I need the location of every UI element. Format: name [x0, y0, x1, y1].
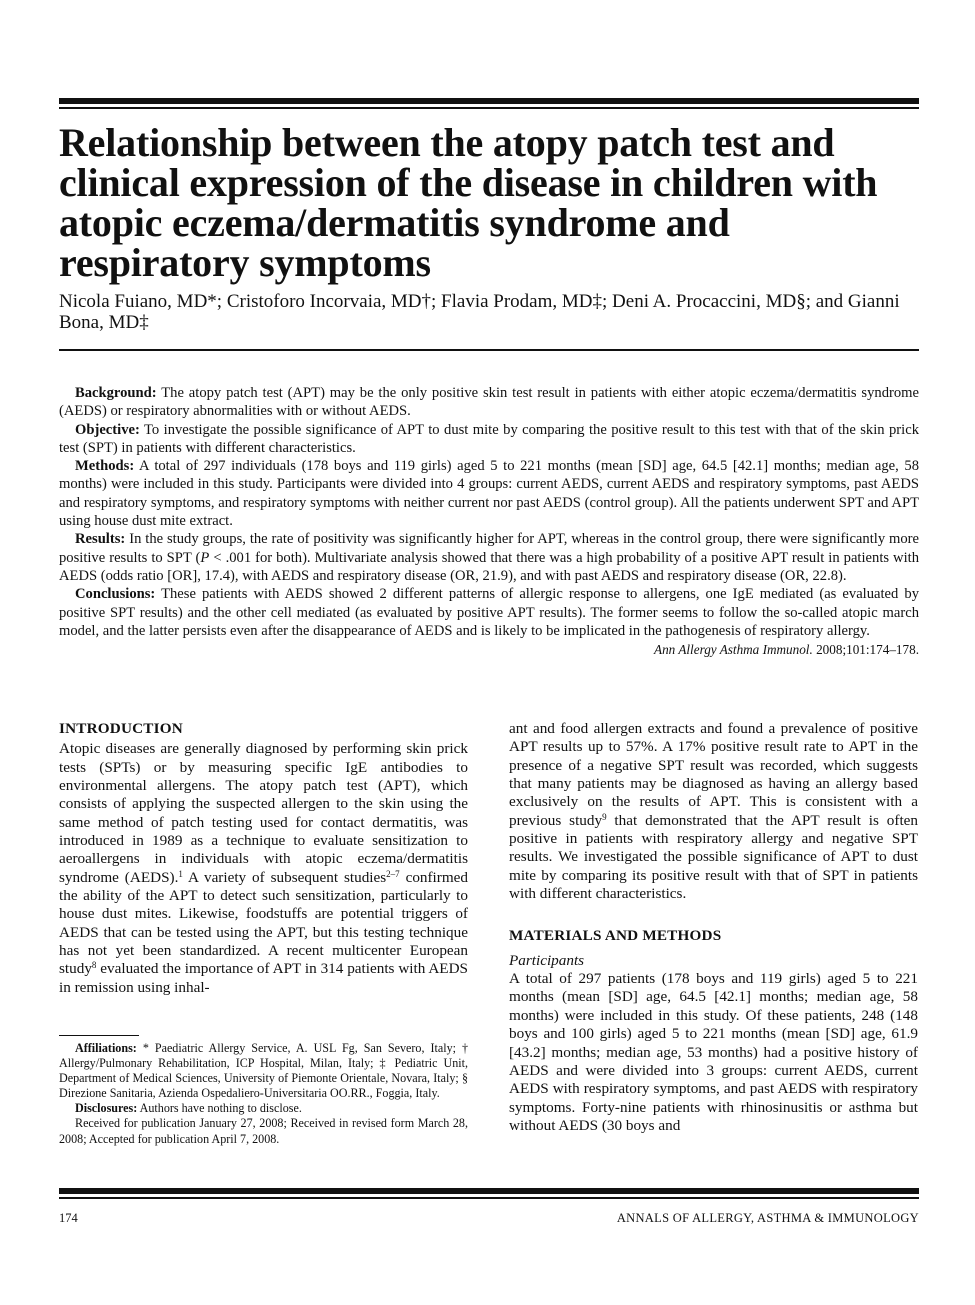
abstract-objective-label: Objective:	[75, 421, 140, 438]
intro-text-d-left: evaluated the importance of APT in 314 patients with AEDS in remission using inhal-	[59, 960, 468, 996]
footnotes	[59, 1041, 468, 1147]
article-title: Relationship between the atopy patch test and clinical expression of the disease in children with atopic eczema/dermatitis syndrome and respiratory symptoms	[59, 120, 878, 285]
header-rule-thick	[59, 98, 919, 104]
citation-journal: Ann Allergy Asthma Immunol.	[654, 642, 813, 658]
abstract-results-text-a: In the study groups, the rate of positivity was significantly higher for APT, whereas in the control group, there were significantly more positive results to SPT (	[59, 531, 920, 566]
disclosures	[59, 1101, 468, 1116]
affiliations-label: Affiliations:	[75, 1041, 137, 1055]
intro-text-a: Atopic diseases are generally diagnosed by performing skin prick tests (SPTs) or by measuring specific IgE antibodies to environmental allergens. The atopy patch test (APT), which consists of applying the suspected allergen to the skin using the same method of patch testing used for contact dermatitis, was introduced in 1989 as a technique to evaluate sensitization to aeroallergens in individuals with atopic eczema/dermatitis syndrome (AEDS).	[59, 740, 468, 886]
introduction-heading: INTRODUCTION	[59, 720, 183, 737]
intro-text-c: confirmed the ability of the APT to detect such sensitization, particularly to house dust mites. Likewise, foodstuffs are potential triggers of AEDS that can be tested using the APT, but this testing technique has not yet been standardized. A recent multicenter European study	[59, 868, 468, 978]
abstract-methods	[59, 457, 919, 530]
footer-rule-thin	[59, 1197, 919, 1199]
header-rule-thin	[59, 107, 919, 109]
disclosures-label: Disclosures:	[75, 1101, 138, 1116]
left-column	[59, 720, 468, 997]
abstract-objective	[59, 421, 919, 458]
abstract-conclusions-text: These patients with AEDS showed 2 different patterns of allergic response to allergens, one IgE mediated (as evaluated by positive SPT results) and the other cell mediated (as evaluated by positive APT results). The former seems to follow the so-called atopic march model, and the latter persists even after the disappearance of AEDS and is likely to be implicated in the pathogenesis of respiratory allergy.	[59, 586, 919, 639]
abstract-results-p: P	[200, 549, 210, 566]
abstract-conclusions	[59, 585, 919, 640]
ref-1: 1	[178, 868, 183, 879]
abstract-results	[59, 530, 919, 585]
abstract-objective-text: To investigate the possible significance of APT to dust mite by comparing the positive result to this test with that of the skin prick test (SPT) in patients with different characteristics.	[59, 421, 919, 456]
intro-text-e: that demonstrated that the APT result is often positive in patients with respiratory allergy and negative SPT results. We investigated the possible significance of APT to dust mite by comparing its positive result with that of SPT in patients with different characteristics.	[509, 811, 919, 903]
disclosures-text: Authors have nothing to disclose.	[139, 1101, 302, 1116]
participants-subheading: Participants	[509, 951, 585, 969]
abstract	[59, 384, 919, 659]
footnote-rule	[59, 1035, 139, 1036]
introduction-paragraph	[59, 740, 468, 997]
abstract-methods-text: A total of 297 individuals (178 boys and 119 girls) aged 5 to 221 months (mean [SD] age, 64.5 [42.1] months; median age, 58 months) were included in this study. Participants were divided into 4 groups: current AEDS, current AEDS and respiratory symptoms, past AEDS and respiratory symptoms, and respiratory symptoms with neither current nor past AEDS (control group). All the patients underwent SPT and APT using house dust mite extract.	[59, 458, 919, 530]
ref-9: 9	[602, 811, 607, 822]
abstract-background-text: The atopy patch test (APT) may be the only positive skin test result in patients with either atopic eczema/dermatitis syndrome (AEDS) or respiratory abnormalities with or without AEDS.	[59, 385, 919, 420]
abstract-background	[59, 384, 919, 421]
intro-text-b: A variety of subsequent studies	[182, 868, 387, 886]
introduction-continued	[509, 720, 918, 903]
abstract-background-label: Background:	[75, 385, 157, 401]
participants-paragraph: A total of 297 patients (178 boys and 119 girls) aged 5 to 221 months (mean [SD] age, 64.5 [42.1] months; median age, 58 months) were included in this study. Of these patients, 248 (148 boys and 100 girls) aged 5 to 221 months (mean [SD] age, 61.9 [43.2] months; median age, 53 months) had a positive history of AEDS and were divided into 3 groups: current AEDS, current AEDS with respiratory symptoms, and past AEDS with respiratory symptoms. Forty-nine patients with rhinosinusitis or asthma but without AEDS (30 boys and	[509, 970, 918, 1134]
affiliations	[59, 1041, 468, 1101]
affiliations-text: * Paediatric Allergy Service, A. USL Fg, San Severo, Italy; † Allergy/Pulmonary Rehabilitation, ICP Hospital, Milan, Italy; ‡ Pediatric Unit, Department of Medical Sciences, University of Piemonte Orientale, Novara, Italy; § Direzione Sanitaria, Azienda Ospedaliero-Universitaria OO.RR., Foggia, Italy.	[59, 1041, 469, 1101]
page-number: 174	[59, 1211, 78, 1225]
author-list: Nicola Fuiano, MD*; Cristoforo Incorvaia, MD†; Flavia Prodam, MD‡; Deni A. Procaccini, MD§; and Gianni Bona, MD‡	[59, 291, 900, 333]
citation	[59, 641, 919, 659]
abstract-conclusions-label: Conclusions:	[75, 586, 156, 603]
abstract-results-text-b: < .001 for both). Multivariate analysis showed that there was a high probability of a positive APT result in patients with AEDS (odds ratio [OR], 17.4), with AEDS and respiratory disease (OR, 21.9), and with past AEDS and respiratory disease (OR, 22.8).	[59, 549, 919, 584]
methods-heading: MATERIALS AND METHODS	[509, 927, 722, 945]
footer-rule-thick	[59, 1188, 919, 1194]
abstract-methods-label: Methods:	[75, 458, 135, 475]
received-dates: Received for publication January 27, 2008; Received in revised form March 28, 2008; Accepted for publication April 7, 2008.	[59, 1116, 468, 1146]
abstract-results-label: Results:	[75, 531, 126, 548]
authors-rule	[59, 349, 919, 351]
journal-name: ANNALS OF ALLERGY, ASTHMA & IMMUNOLOGY	[616, 1211, 919, 1225]
ref-2-7: 2–7	[386, 868, 400, 879]
right-column	[509, 720, 918, 1135]
intro-text-d-right: ant and food allergen extracts and found a prevalence of positive APT results up to 57%. A 17% positive result rate to APT in the presence of a negative SPT result was recorded, which suggests that many patients may be diagnosed as having an allergy based exclusively on the results of APT. This is consistent with a previous study	[509, 720, 918, 829]
citation-ref: 2008;101:174–178.	[816, 642, 919, 658]
ref-8: 8	[91, 960, 97, 971]
